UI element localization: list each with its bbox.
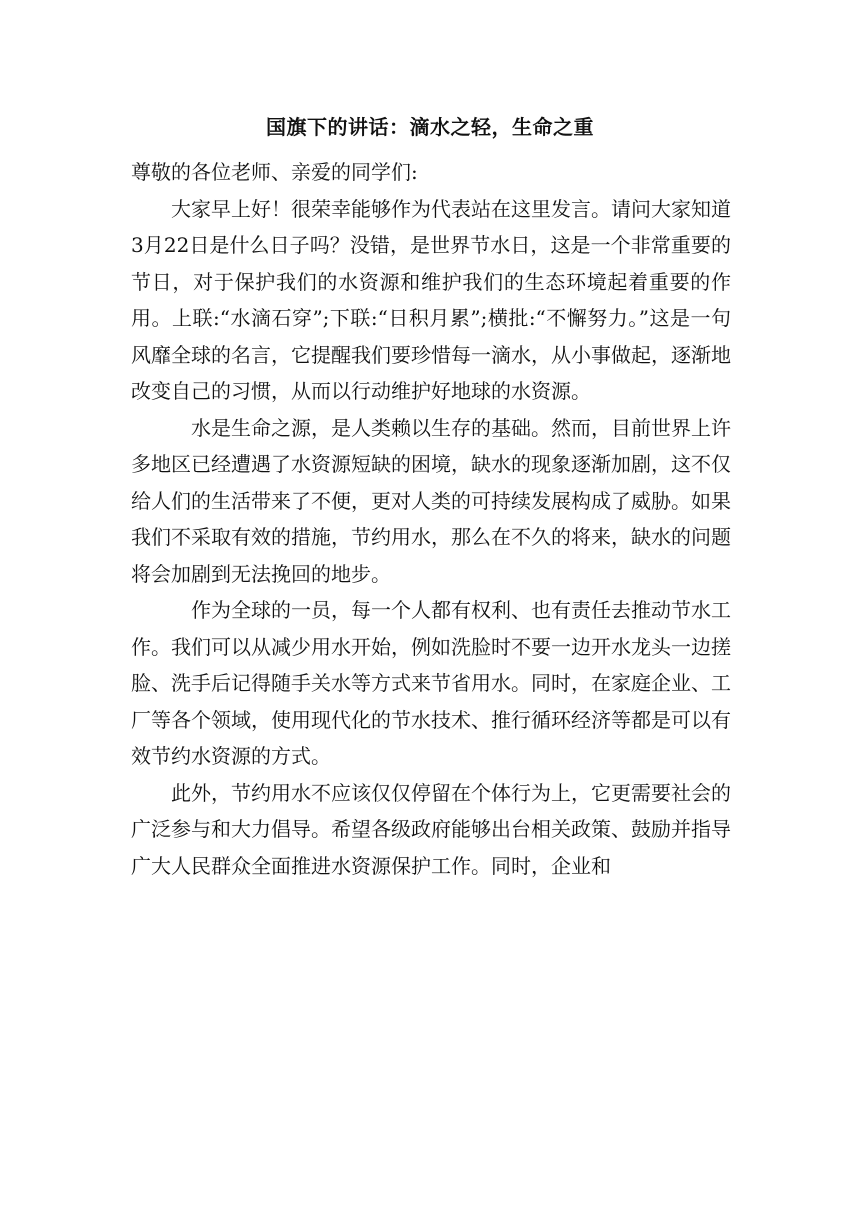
paragraph-4: 此外，节约用水不应该仅仅停留在个体行为上，它更需要社会的广泛参与和大力倡导。希望各级政府能够出台相关政策、鼓励并指导广大人民群众全面推进水资源保护工作。同时，企业和 [131,780,731,878]
paragraph-1: 大家早上好！很荣幸能够作为代表站在这里发言。请问大家知道3月22日是什么日子吗？没错，是世界节水日，这是一个非常重要的节日，对于保护我们的水资源和维护我们的生态环境起着重要的作用。上联:“水滴石穿”;下联:“日积月累”;横批:“不懈努力。”这是一句风靡全球的名言，它提醒我们要珍惜每一滴水，从小事做起，逐渐地改变自己的习惯，从而以行动维护好地球的水资源。 [131,196,731,403]
document-title: 国旗下的讲话：滴水之轻，生命之重 [266,115,594,139]
paragraph-2: 水是生命之源，是人类赖以生存的基础。然而，目前世界上许多地区已经遭遇了水资源短缺的困境，缺水的现象逐渐加剧，这不仅给人们的生活带来了不便，更对人类的可持续发展构成了威胁。如果我们不采取有效的措施，节约用水，那么在不久的将来，缺水的问题将会加剧到无法挽回的地步。 [131,415,731,586]
paragraph-3: 作为全球的一员，每一个人都有权利、也有责任去推动节水工作。我们可以从减少用水开始，例如洗脸时不要一边开水龙头一边搓脸、洗手后记得随手关水等方式来节省用水。同时，在家庭企业、工厂等各个领域，使用现代化的节水技术、推行循环经济等都是可以有效节约水资源的方式。 [131,598,731,768]
salutation: 尊敬的各位老师、亲爱的同学们: [131,160,418,184]
document-body [131,154,731,884]
